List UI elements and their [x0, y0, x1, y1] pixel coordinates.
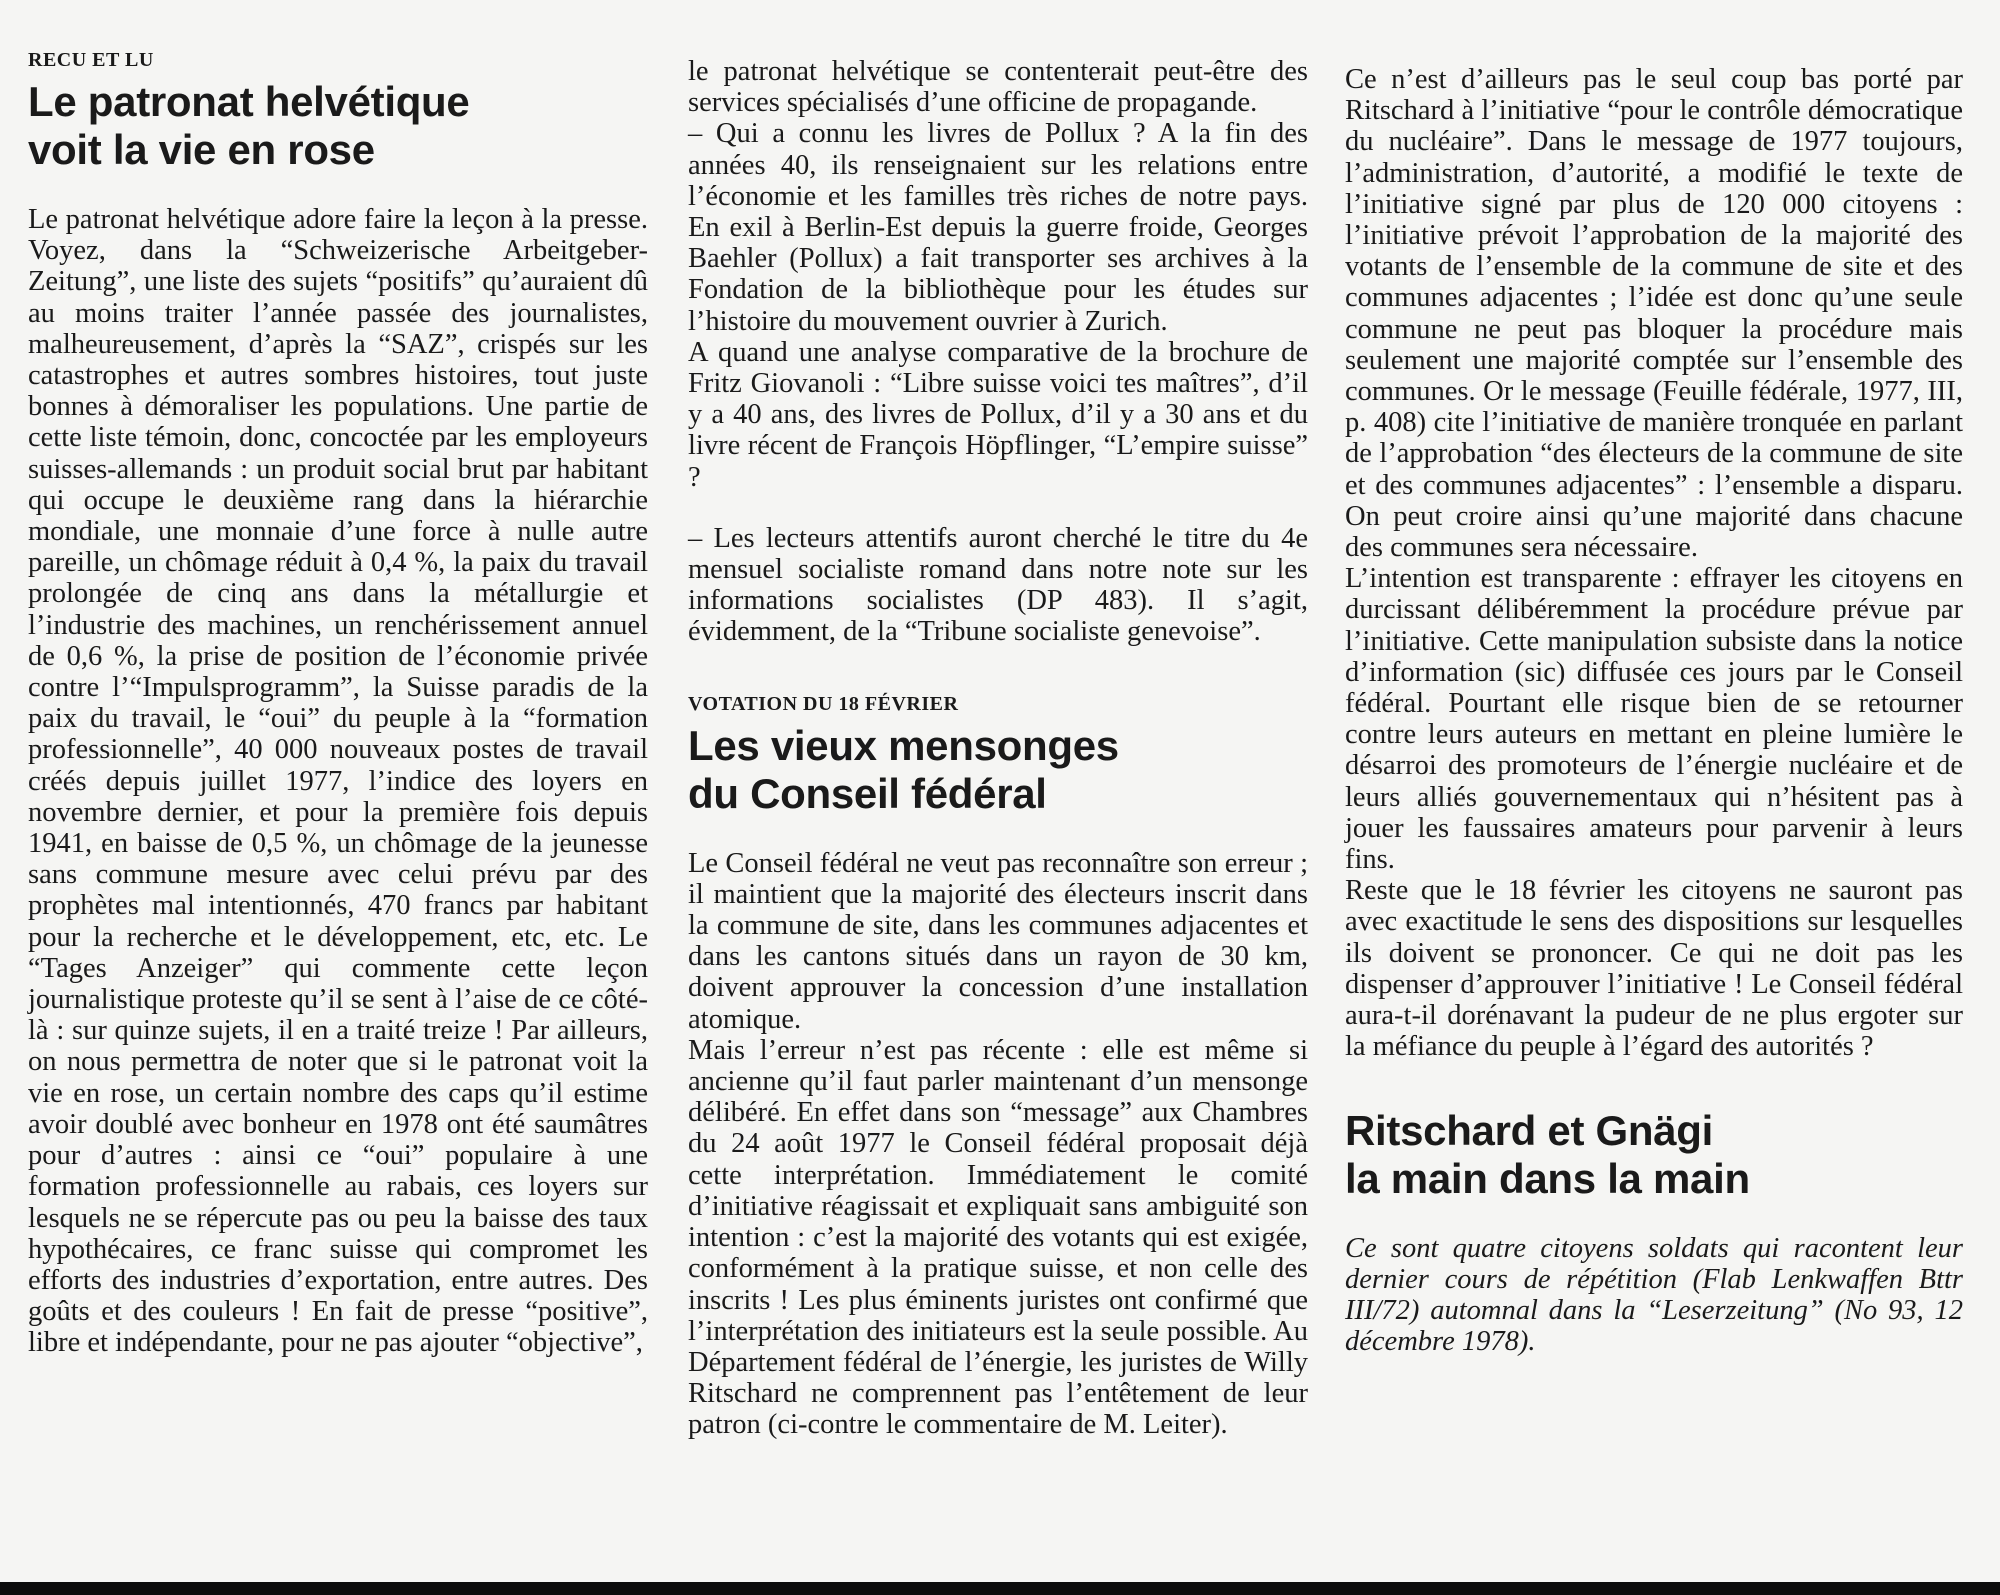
article2-headline-line2: du Conseil fédéral	[688, 769, 1047, 817]
article2-paragraph: Le Conseil fédéral ne veut pas reconnaître son erreur ; il maintient que la majorité des électeurs inscrit dans la commune de site, dans les communes adjacentes et dans les cantons situés dans un rayon de 30 km, doivent approuver la concession d’une installation atomique.	[688, 847, 1308, 1035]
column-1	[28, 48, 648, 1359]
article2-paragraph: Mais l’erreur n’est pas récente : elle est même si ancienne qu’il faut parler maintenant d’un mensonge délibéré. En effet dans son “message” aux Chambres du 24 août 1977 le Conseil fédéral proposait déjà cette interprétation. Immédiatement le comité d’initiative réagissait et expliquait sans ambiguité son intention : c’est la majorité des votants qui est exigée, conformément à la pratique suisse, et non celle des inscrits ! Les plus éminents juristes ont confirmé que l’interprétation des initiateurs est la seule possible. Au Département fédéral de l’énergie, les juristes de Willy Ritschard ne comprennent pas l’entêtement de leur patron (ci-contre le commentaire de M. Leiter).	[688, 1034, 1308, 1441]
bottom-rule	[0, 1582, 2000, 1595]
article1-headline	[28, 78, 648, 174]
article2-paragraph: Ce n’est d’ailleurs pas le seul coup bas porté par Ritschard à l’initiative “pour le contrôle démocratique du nucléaire”. Dans le message de 1977 toujours, l’administration, d’autorité, a modifié le texte de l’initiative signé par plus de 120 000 citoyens : l’initiative prévoit l’approbation de la majorité des votants de l’ensemble de la commune de site et des communes adjacentes ; l’idée est donc qu’une seule commune ne peut pas bloquer la procédure mais seulement une majorité comptée sur l’ensemble des communes. Or le message (Feuille fédérale, 1977, III, p. 408) cite l’initiative de manière tronquée en parlant de l’approbation “des électeurs de la commune de site et des communes adjacentes” : l’ensemble a disparu. On peut croire ainsi qu’une majorité dans chacune des communes sera nécessaire.	[1345, 64, 1963, 564]
article1-headline-line1: Le patronat helvétique	[28, 78, 470, 125]
article3-headline-line2: la main dans la main	[1345, 1154, 1750, 1202]
article1-kicker: RECU ET LU	[28, 49, 154, 71]
article3-headline-line1: Ritschard et Gnägi	[1345, 1106, 1714, 1154]
article1-paragraph: – Qui a connu les livres de Pollux ? A la fin des années 40, ils renseignaient sur les relations entre l’économie et les familles très riches de notre pays. En exil à Berlin-Est depuis la guerre froide, Georges Baehler (Pollux) a fait transporter ses archives à la Fondation de la bibliothèque pour les études sur l’histoire du mouvement ouvrier à Zurich.	[688, 118, 1308, 337]
article2-paragraph: Reste que le 18 février les citoyens ne sauront pas avec exactitude le sens des dispositions sur lesquelles ils doivent se prononcer. Ce qui ne doit pas les dispenser d’approuver l’initiative ! Le Conseil fédéral aura-t-il dorénavant la pudeur de ne plus ergoter sur la méfiance du peuple à l’égard des autorités ?	[1345, 875, 1963, 1063]
article1-paragraph: A quand une analyse comparative de la brochure de Fritz Giovanoli : “Libre suisse voici tes maîtres”, d’il y a 40 ans, des livres de Pollux, d’il y a 30 ans et du livre récent de François Höpflinger, “L’empire suisse” ?	[688, 336, 1308, 493]
article3-headline	[1345, 1107, 1963, 1203]
article1-paragraph: Le patronat helvétique adore faire la leçon à la presse. Voyez, dans la “Schweizerische Arbeitgeber-Zeitung”, une liste des sujets “positifs” qu’auraient dû au moins traiter l’année passée des journalistes, malheureusement, d’après la “SAZ”, crispés sur les catastrophes et autres sombres histoires, tout juste bonnes à démoraliser les populations. Une partie de cette liste témoin, donc, concoctée par les employeurs suisses-allemands : un produit social brut par habitant qui occupe le deuxième rang dans la hiérarchie mondiale, une monnaie d’une force à nulle autre pareille, un chômage réduit à 0,4 %, la paix du travail prolongée de cinq ans dans la métallurgie et l’industrie des machines, un renchérissement annuel de 0,6 %, la prise de position de l’économie privée contre l’“Impulsprogramm”, la Suisse paradis de la paix du travail, le “oui” du peuple à la “formation professionnelle”, 40 000 nouveaux postes de travail créés depuis juillet 1977, l’indice des loyers en novembre dernier, et pour la première fois depuis 1941, en baisse de 0,5 %, un chômage de la jeunesse sans commune mesure avec celui prévu par des prophètes mal intentionnés, 470 francs par habitant pour la recherche et le développement, etc, etc. Le “Tages Anzeiger” qui commente cette leçon journalistique proteste qu’il se sent à l’aise de ce côté-là : sur quinze sujets, il en a traité treize ! Par ailleurs, on nous permettra de noter que si le patronat voit la vie en rose, un certain nombre des caps qu’il estime avoir doublé avec bonheur en 1978 ont été saumâtres pour d’autres : ainsi ce “oui” populaire à une formation professionnelle au rabais, ces loyers sur lesquels ne se répercute pas ou peu la baisse des taux hypothécaires, ce franc suisse qui compromet les efforts des industries d’exportation, entre autres. Des goûts et des couleurs ! En fait de presse “positive”, libre et indépendante, pour ne pas ajouter “objective”,	[28, 204, 648, 1359]
article2-kicker: VOTATION DU 18 FÉVRIER	[688, 692, 959, 715]
article1-paragraph: – Les lecteurs attentifs auront cherché le titre du 4e mensuel socialiste romand dans notre note sur les informations socialistes (DP 483). Il s’agit, évidemment, de la “Tribune socialiste genevoise”.	[688, 522, 1308, 648]
article3-lead: Ce sont quatre citoyens soldats qui racontent leur dernier cours de répétition (Flab Lenkwaffen Bttr III/72) automnal dans la “Leserzeitung” (No 93, 12 décembre 1978).	[1345, 1232, 1963, 1358]
article1-headline-line2: voit la vie en rose	[28, 126, 375, 173]
article3	[1345, 1107, 1963, 1358]
article2-headline-line1: Les vieux mensonges	[688, 721, 1119, 769]
column-3	[1345, 64, 1963, 1357]
article1-paragraph: le patronat helvétique se contenterait peut-être des services spécialisés d’une officine de propagande.	[688, 56, 1308, 119]
article2-headline	[688, 722, 1308, 818]
article2	[688, 692, 1308, 1441]
column-2	[688, 56, 1308, 1441]
article2-paragraph: L’intention est transparente : effrayer les citoyens en durcissant délibéremment la procédure prévue par l’initiative. Cette manipulation subsiste dans la notice d’information (sic) diffusée ces jours par le Conseil fédéral. Pourtant elle risque bien de se retourner contre leurs auteurs en mettant en pleine lumière le désarroi des promoteurs de l’énergie nucléaire et de leurs alliés gouvernementaux qui n’hésitent pas à jouer les faussaires amateurs pour parvenir à leurs fins.	[1345, 563, 1963, 876]
